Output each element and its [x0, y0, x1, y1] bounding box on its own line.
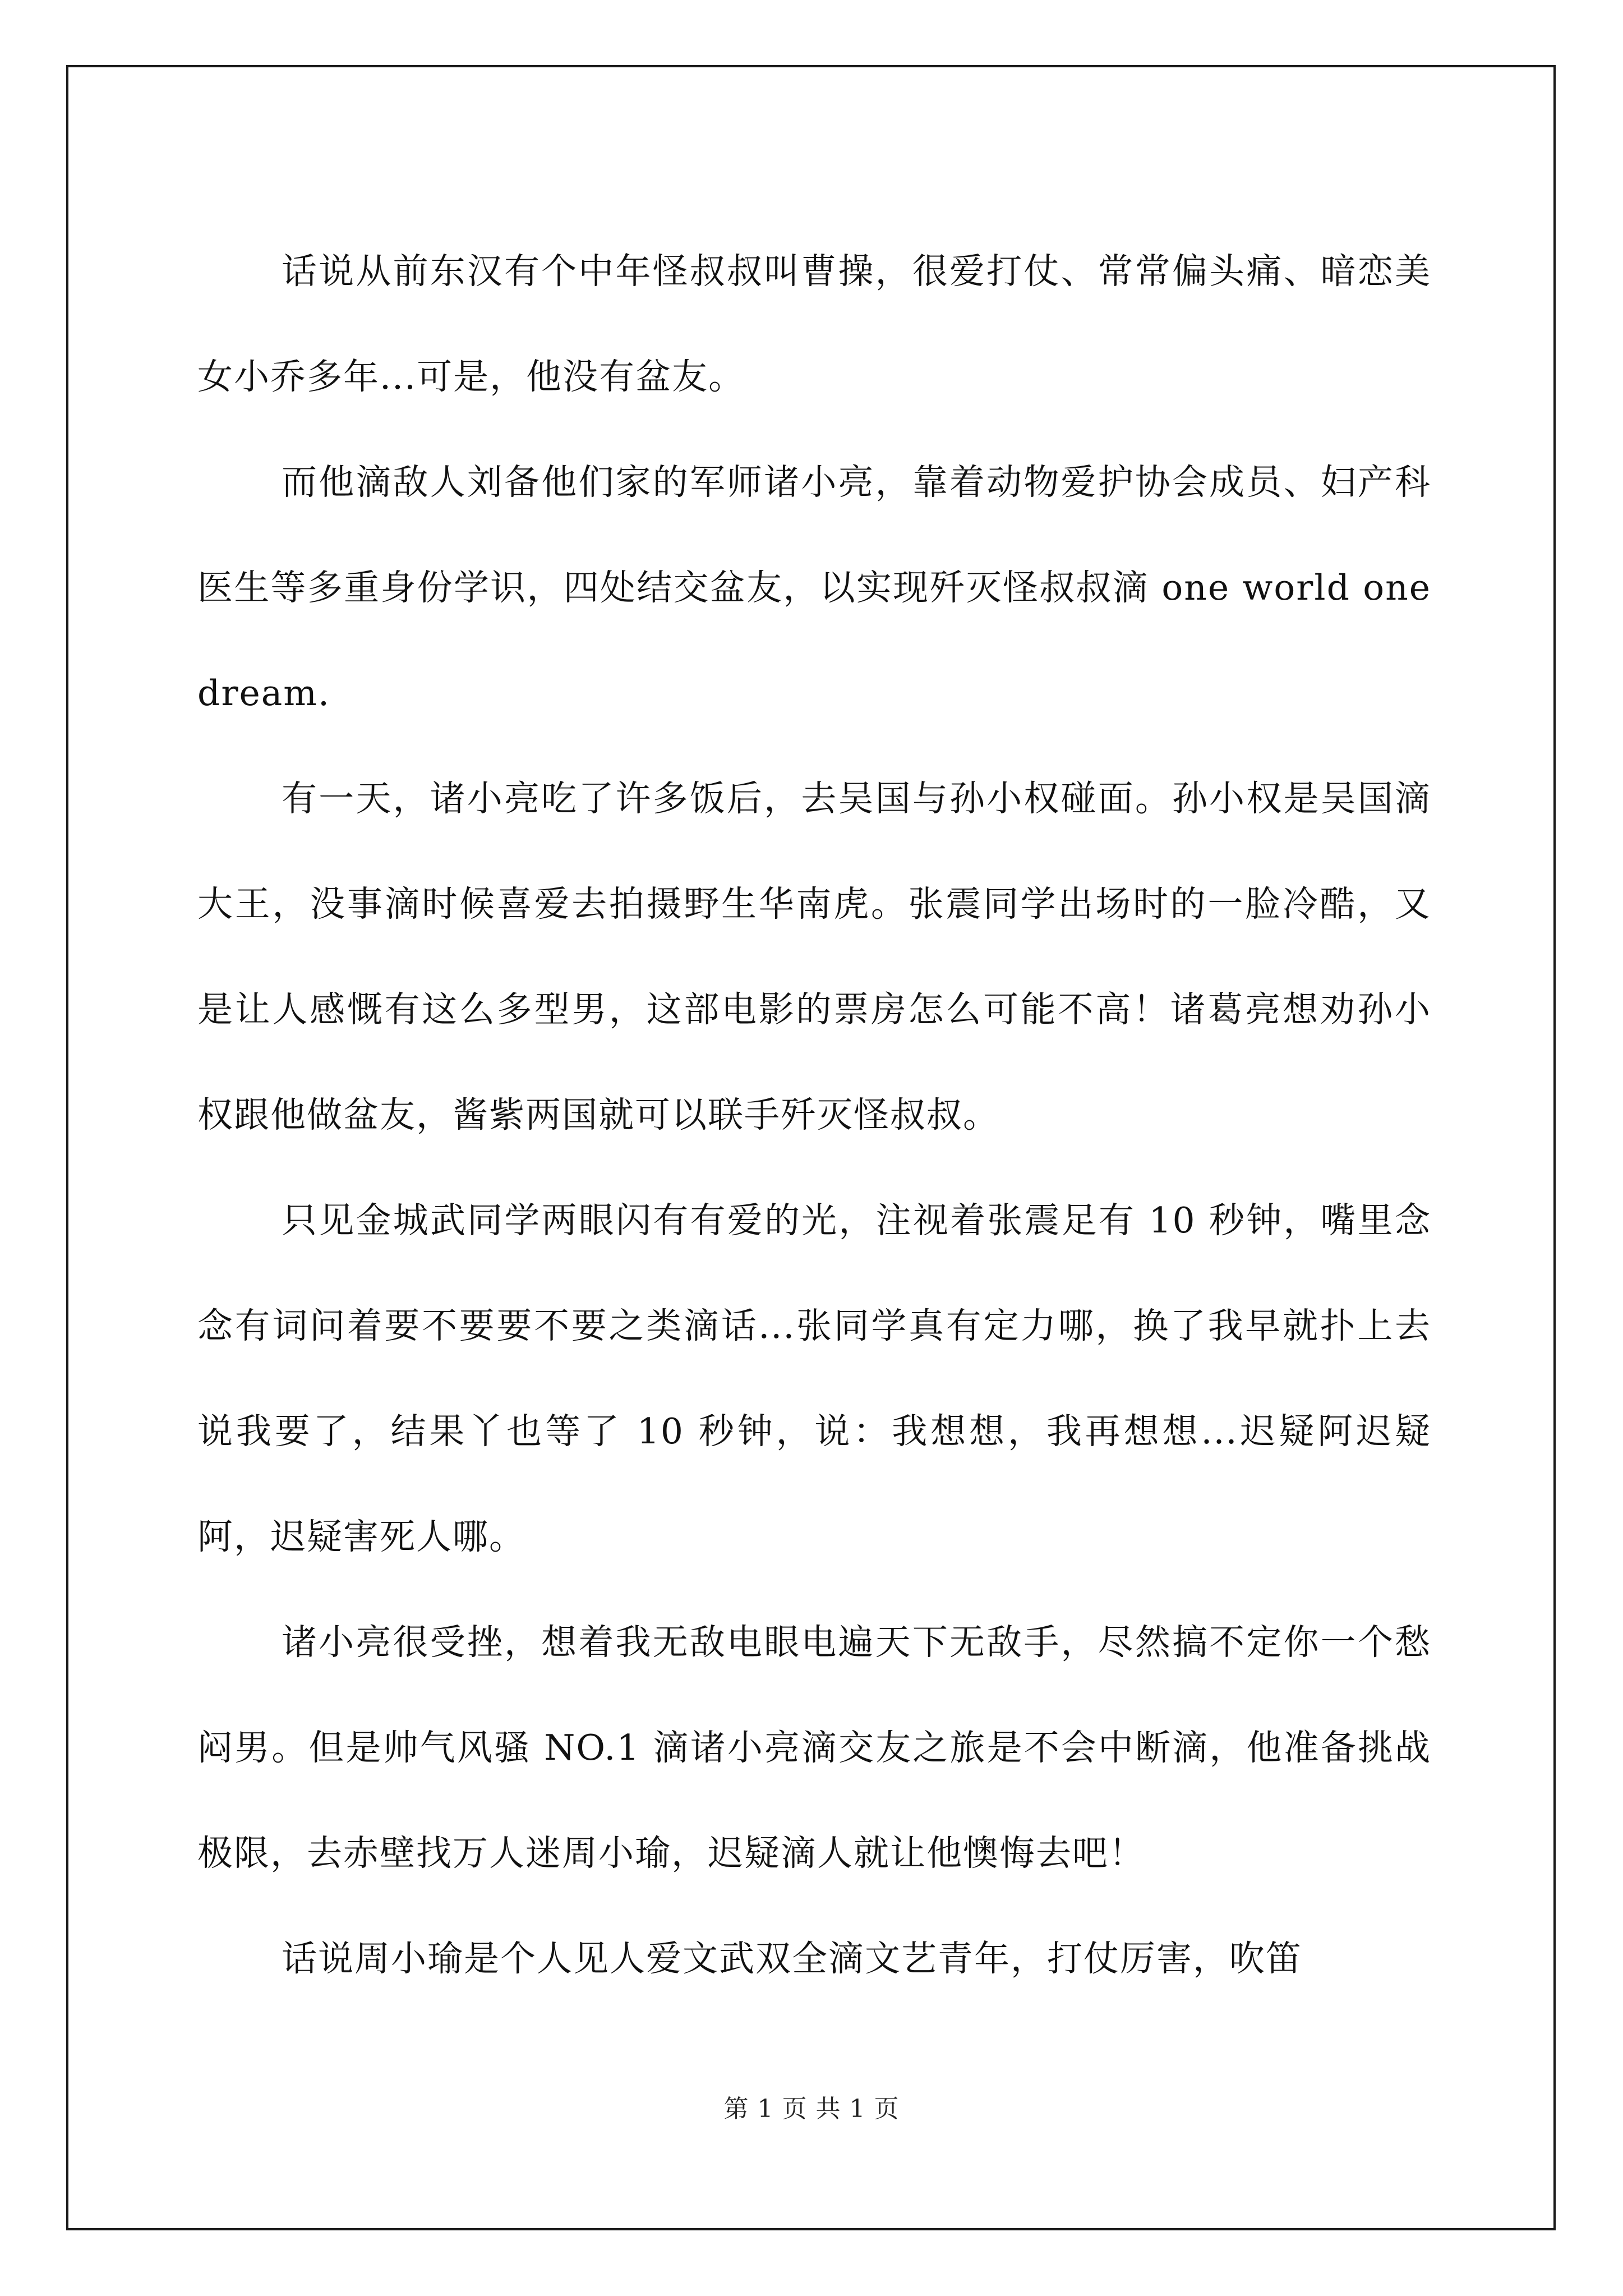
page-number-footer: 第 1 页 共 1 页 — [723, 2095, 900, 2123]
paragraph: 话说从前东汉有个中年怪叔叔叫曹操，很爱打仗、常常偏头痛、暗恋美女小乔多年...可是，他没有盆友。 — [197, 251, 1431, 397]
document-body — [197, 219, 1444, 2012]
paragraph: 有一天，诸小亮吃了许多饭后，去吴国与孙小权碰面。孙小权是吴国滴大王，没事滴时候喜爱去拍摄野生华南虎。张震同学出场时的一脸冷酷，又是让人感慨有这么多型男，这部电影的票房怎么可能不高！诸葛亮想劝孙小权跟他做盆友，酱紫两国就可以联手歼灭怪叔叔。 — [197, 778, 1431, 1135]
paragraph: 话说周小瑜是个人见人爱文武双全滴文艺青年，打仗厉害，吹笛 — [282, 1938, 1302, 1979]
paragraph: 诸小亮很受挫，想着我无敌电眼电遍天下无敌手，尽然搞不定你一个愁闷男。但是帅气风骚 NO.1 滴诸小亮滴交友之旅是不会中断滴，他准备挑战极限，去赤壁找万人迷周小瑜，迟疑滴人就让他懊悔去吧！ — [197, 1622, 1431, 1874]
paragraph: 而他滴敌人刘备他们家的军师诸小亮，靠着动物爱护协会成员、妇产科医生等多重身份学识，四处结交盆友，以实现歼灭怪叔叔滴 one world one dream. — [197, 462, 1444, 714]
paragraph: 只见金城武同学两眼闪有有爱的光，注视着张震足有 10 秒钟，嘴里念念有词问着要不要要不要之类滴话...张同学真有定力哪，换了我早就扑上去说我要了，结果丫也等了 10 秒钟，说：我想想，我再想想...迟疑阿迟疑阿，迟疑害死人哪。 — [197, 1200, 1431, 1557]
